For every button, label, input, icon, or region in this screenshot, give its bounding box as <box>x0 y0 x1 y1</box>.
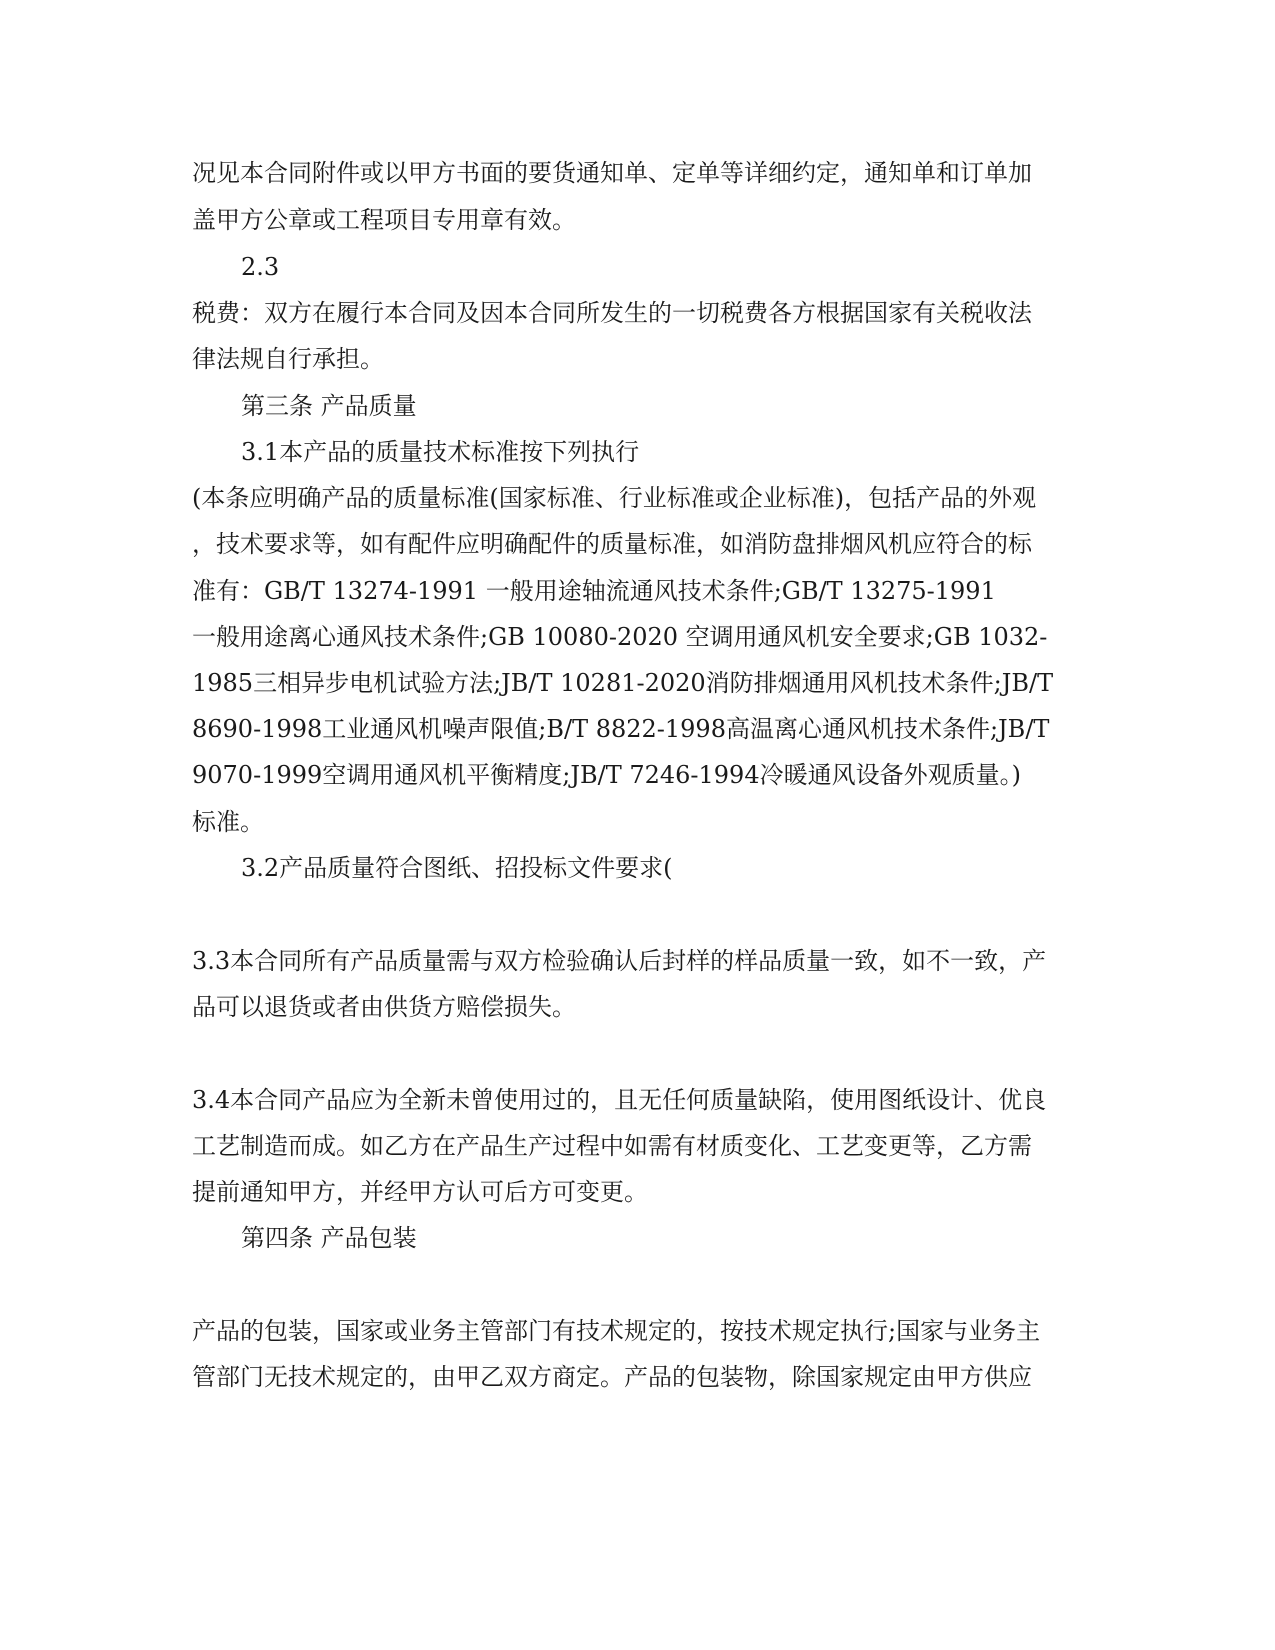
paragraph-line: 一般用途离心通风技术条件;GB 10080-2020 空调用通风机安全要求;GB 1032- <box>192 623 1048 651</box>
clause-number: 2.3 <box>241 253 280 281</box>
section-heading: 第三条 产品质量 <box>241 392 417 420</box>
paragraph-line: 8690-1998工业通风机噪声限值;B/T 8822-1998高温离心通风机技术条件;JB/T <box>192 715 1050 743</box>
paragraph-line: 提前通知甲方，并经甲方认可后方可变更。 <box>192 1178 648 1206</box>
paragraph-line: 9070-1999空调用通风机平衡精度;JB/T 7246-1994冷暖通风设备外观质量。) <box>192 761 1021 789</box>
paragraph-line: (本条应明确产品的质量标准(国家标准、行业标准或企业标准)，包括产品的外观 <box>192 484 1037 512</box>
paragraph-line: 律法规自行承担。 <box>192 345 384 373</box>
clause-line: 3.2产品质量符合图纸、招投标文件要求( <box>241 854 673 882</box>
paragraph-line: 品可以退货或者由供货方赔偿损失。 <box>192 993 576 1021</box>
paragraph-line: 3.4本合同产品应为全新未曾使用过的，且无任何质量缺陷，使用图纸设计、优良 <box>192 1086 1047 1114</box>
paragraph-line: 税费：双方在履行本合同及因本合同所发生的一切税费各方根据国家有关税收法 <box>192 299 1032 327</box>
paragraph-line: 1985三相异步电机试验方法;JB/T 10281-2020消防排烟通用风机技术条件;JB/T <box>192 669 1054 697</box>
paragraph-line: 准有：GB/T 13274-1991 一般用途轴流通风技术条件;GB/T 13275-1991 <box>192 577 996 605</box>
paragraph-line: 盖甲方公章或工程项目专用章有效。 <box>192 206 576 234</box>
paragraph-line: 标准。 <box>192 808 264 836</box>
paragraph-line: 况见本合同附件或以甲方书面的要货通知单、定单等详细约定，通知单和订单加 <box>192 159 1032 187</box>
paragraph-line: ，技术要求等，如有配件应明确配件的质量标准，如消防盘排烟风机应符合的标 <box>192 530 1032 558</box>
paragraph-line: 3.3本合同所有产品质量需与双方检验确认后封样的样品质量一致，如不一致，产 <box>192 947 1047 975</box>
paragraph-line: 管部门无技术规定的，由甲乙双方商定。产品的包装物，除国家规定由甲方供应 <box>192 1363 1032 1391</box>
section-heading: 第四条 产品包装 <box>241 1224 417 1252</box>
paragraph-line: 工艺制造而成。如乙方在产品生产过程中如需有材质变化、工艺变更等，乙方需 <box>192 1132 1032 1160</box>
clause-line: 3.1本产品的质量技术标准按下列执行 <box>241 438 640 466</box>
paragraph-line: 产品的包装，国家或业务主管部门有技术规定的，按技术规定执行;国家与业务主 <box>192 1317 1041 1345</box>
